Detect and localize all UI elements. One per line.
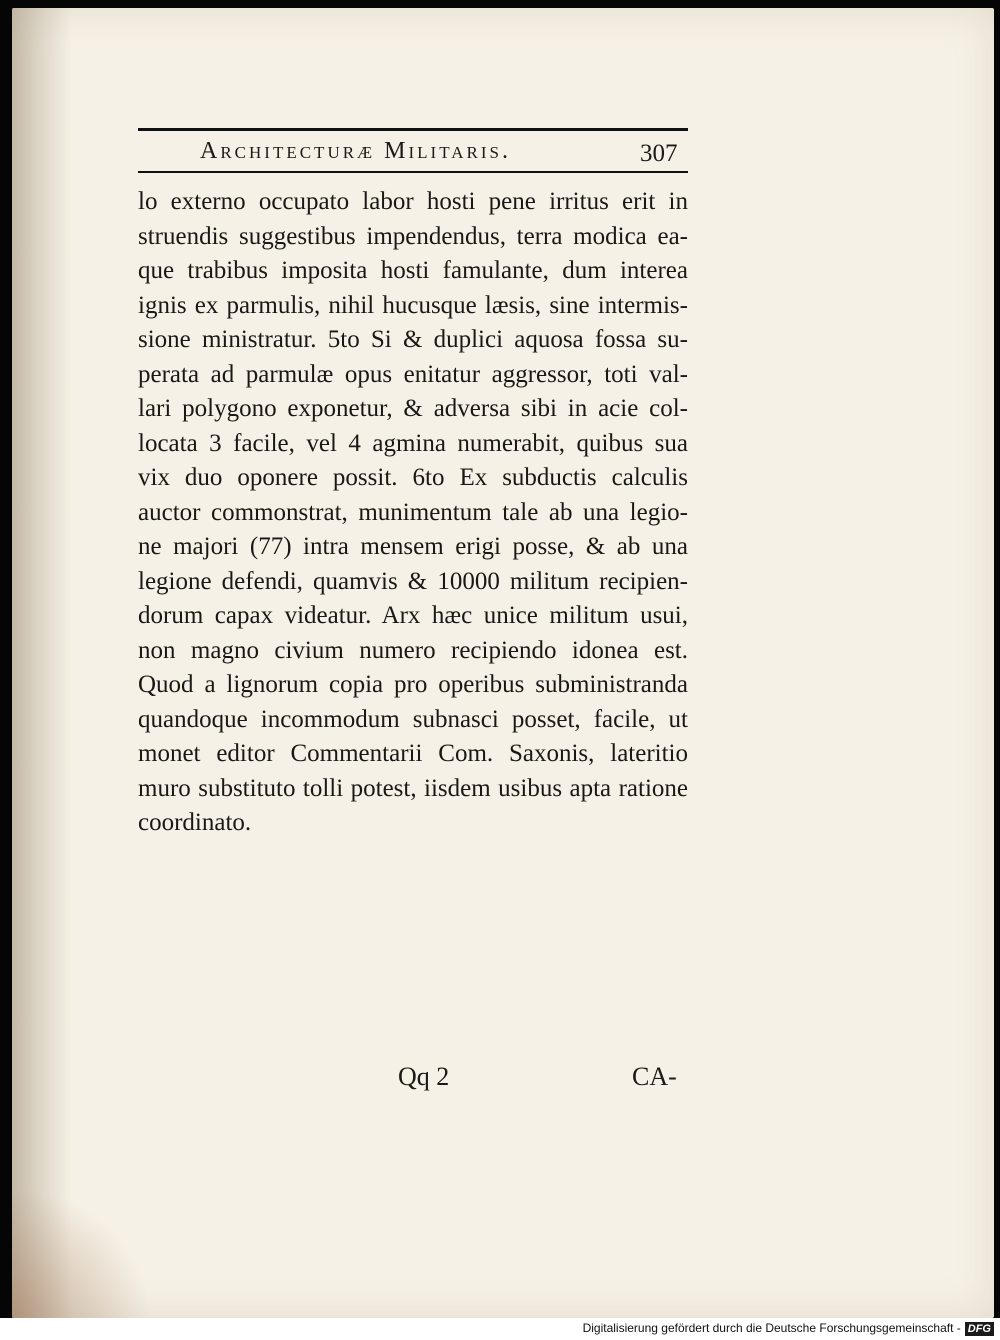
- text-line: legione defendi, quamvis & 10000 militum recipien-: [138, 567, 688, 595]
- page-number: 307: [640, 140, 678, 167]
- body-text: [138, 185, 688, 841]
- text-line: coordinato.: [138, 809, 252, 836]
- header-rule-top: [138, 128, 688, 131]
- text-line: monet editor Commentarii Com. Saxonis, lateritio: [138, 740, 688, 767]
- digitization-footer: [0, 1318, 1000, 1340]
- text-line: ignis ex parmulis, nihil hucusque læsis, sine intermis-: [138, 291, 688, 319]
- text-line: vix duo oponere possit. 6to Ex subductis calculis: [138, 464, 688, 491]
- text-line: non magno civium numero recipiendo idonea est.: [138, 636, 688, 664]
- text-line: que trabibus imposita hosti famulante, dum interea: [138, 257, 688, 284]
- spine-shadow: [12, 8, 72, 1318]
- text-line: muro substituto tolli potest, iisdem usibus apta ratione: [138, 774, 688, 802]
- text-line: perata ad parmulæ opus enitatur aggressor, toti val-: [138, 360, 688, 388]
- text-line: dorum capax videatur. Arx hæc unice militum usui,: [138, 602, 688, 629]
- text-line: quandoque incommodum subnasci posset, facile, ut: [138, 705, 688, 733]
- header-rule-bottom: [138, 171, 688, 173]
- page-wear-stain: [12, 1188, 152, 1318]
- text-line: sione ministratur. 5to Si & duplici aquosa fossa su-: [138, 326, 688, 353]
- running-title: Architecturæ Militaris.: [200, 138, 511, 164]
- credit-text: Digitalisierung gefördert durch die Deutsche Forschungsgemeinschaft -: [582, 1321, 961, 1335]
- dfg-logo: DFG: [965, 1322, 994, 1336]
- text-line: locata 3 facile, vel 4 agmina numerabit, quibus sua: [138, 429, 688, 457]
- credit-line: [583, 1321, 994, 1336]
- catchword: CA-: [632, 1062, 677, 1091]
- text-line: Quod a lignorum copia pro operibus subministranda: [138, 671, 688, 698]
- text-line: ne majori (77) intra mensem erigi posse, & ab una: [138, 533, 688, 560]
- text-line: auctor commonstrat, munimentum tale ab una legio-: [138, 498, 688, 526]
- signature-mark: Qq 2: [398, 1062, 450, 1091]
- text-line: lo externo occupato labor hosti pene irritus erit in: [138, 188, 688, 215]
- text-line: lari polygono exponetur, & adversa sibi in acie col-: [138, 395, 688, 422]
- text-line: struendis suggestibus impendendus, terra modica ea-: [138, 222, 688, 250]
